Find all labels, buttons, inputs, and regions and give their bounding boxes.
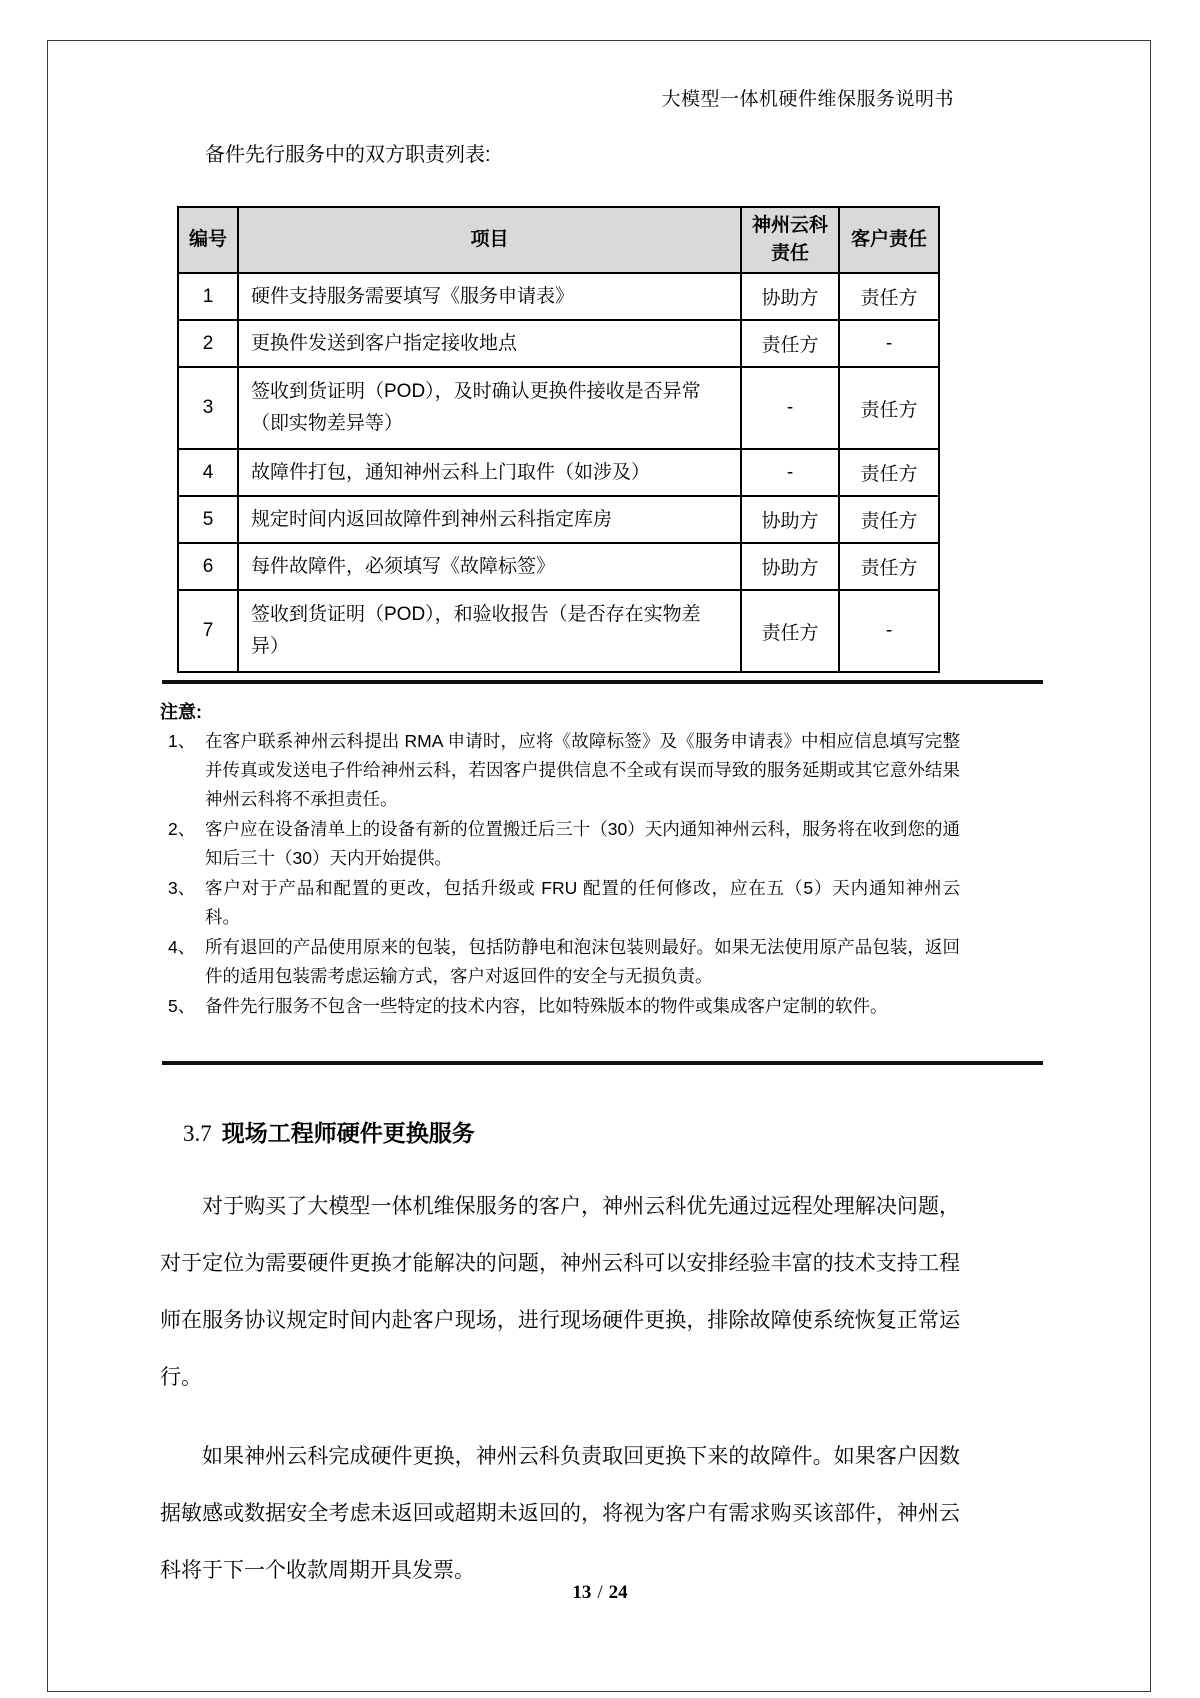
- cell-vendor: 协助方: [741, 496, 839, 543]
- section-number: 3.7: [183, 1121, 212, 1146]
- header-cell-vendor: [741, 207, 839, 273]
- cell-no: 3: [178, 367, 238, 449]
- cell-customer: -: [839, 590, 939, 672]
- note-item: [160, 992, 960, 1021]
- section-title: 现场工程师硬件更换服务: [221, 1120, 475, 1146]
- cell-customer: -: [839, 320, 939, 367]
- cell-item: 每件故障件，必须填写《故障标签》: [238, 543, 741, 590]
- cell-item: 硬件支持服务需要填写《服务申请表》: [238, 273, 741, 320]
- cell-no: 4: [178, 449, 238, 496]
- note-item: [160, 727, 960, 814]
- note-text: 所有退回的产品使用原来的包装，包括防静电和泡沫包装则最好。如果无法使用原产品包装，返回件的适用包装需考虑运输方式，客户对返回件的安全与无损负责。: [205, 937, 960, 986]
- cell-no: 2: [178, 320, 238, 367]
- note-number: 5、: [168, 996, 196, 1016]
- cell-no: 6: [178, 543, 238, 590]
- cell-vendor: 责任方: [741, 320, 839, 367]
- divider-below-notes: [162, 1061, 1043, 1065]
- note-number: 2、: [168, 819, 196, 839]
- cell-no: 1: [178, 273, 238, 320]
- responsibilities-table: [177, 206, 940, 673]
- cell-item: 签收到货证明（POD），及时确认更换件接收是否异常（即实物差异等）: [238, 367, 741, 449]
- page-number-total: 24: [608, 1582, 628, 1603]
- cell-no: 5: [178, 496, 238, 543]
- cell-item: 规定时间内返回故障件到神州云科指定库房: [238, 496, 741, 543]
- note-text: 客户对于产品和配置的更改，包括升级或 FRU 配置的任何修改，应在五（5）天内通知神州云科。: [205, 878, 960, 927]
- note-item: [160, 933, 960, 991]
- header-cell-vendor-line1: 神州云科: [751, 215, 828, 236]
- cell-item: 故障件打包，通知神州云科上门取件（如涉及）: [238, 449, 741, 496]
- divider-above-notes: [162, 680, 1043, 684]
- page-number-separator: /: [597, 1582, 603, 1603]
- cell-customer: 责任方: [839, 496, 939, 543]
- note-number: 1、: [168, 731, 196, 751]
- cell-no: 7: [178, 590, 238, 672]
- cell-customer: 责任方: [839, 543, 939, 590]
- cell-customer: 责任方: [839, 273, 939, 320]
- note-text: 在客户联系神州云科提出 RMA 申请时，应将《故障标签》及《服务申请表》中相应信息填写完整并传真或发送电子件给神州云科，若因客户提供信息不全或有误而导致的服务延期或其它意外结果神州云科将不承担责任。: [205, 731, 960, 809]
- table-header-row: [178, 207, 939, 273]
- table-row: [178, 320, 939, 367]
- header-cell-vendor-line2: 责任: [770, 243, 809, 264]
- cell-vendor: -: [741, 367, 839, 449]
- cell-vendor: 协助方: [741, 273, 839, 320]
- notes-list: [160, 727, 960, 1021]
- body-paragraph: 如果神州云科完成硬件更换，神州云科负责取回更换下来的故障件。如果客户因数据敏感或数据安全考虑未返回或超期未返回的，将视为客户有需求购买该部件，神州云科将于下一个收款周期开具发票。: [160, 1445, 960, 1582]
- body-paragraph: 对于购买了大模型一体机维保服务的客户，神州云科优先通过远程处理解决问题，对于定位为需要硬件更换才能解决的问题，神州云科可以安排经验丰富的技术支持工程师在服务协议规定时间内赴客户现场，进行现场硬件更换，排除故障使系统恢复正常运行。: [160, 1195, 960, 1389]
- table-row: [178, 543, 939, 590]
- table-row: [178, 367, 939, 449]
- note-text: 客户应在设备清单上的设备有新的位置搬迁后三十（30）天内通知神州云科，服务将在收到您的通知后三十（30）天内开始提供。: [205, 819, 960, 868]
- header-cell-item: 项目: [238, 207, 741, 273]
- note-number: 4、: [168, 937, 196, 957]
- table-row: [178, 496, 939, 543]
- note-text: 备件先行服务不包含一些特定的技术内容，比如特殊版本的物件或集成客户定制的软件。: [205, 996, 888, 1016]
- note-item: [160, 815, 960, 873]
- page-footer: [0, 1582, 1200, 1604]
- cell-vendor: -: [741, 449, 839, 496]
- table-row: [178, 449, 939, 496]
- page-content: [160, 142, 960, 1599]
- notes-label: 注意:: [160, 702, 202, 722]
- header-cell-customer: 客户责任: [839, 207, 939, 273]
- note-number: 3、: [168, 878, 196, 898]
- header-cell-no: 编号: [178, 207, 238, 273]
- cell-customer: 责任方: [839, 449, 939, 496]
- section-heading: [183, 1117, 960, 1150]
- cell-vendor: 责任方: [741, 590, 839, 672]
- intro-text: 备件先行服务中的双方职责列表:: [205, 144, 491, 166]
- doc-header-title: 大模型一体机硬件维保服务说明书: [661, 89, 954, 110]
- note-item: [160, 874, 960, 932]
- cell-customer: 责任方: [839, 367, 939, 449]
- cell-item: 签收到货证明（POD），和验收报告（是否存在实物差异）: [238, 590, 741, 672]
- table-row: [178, 273, 939, 320]
- table-row: [178, 590, 939, 672]
- cell-vendor: 协助方: [741, 543, 839, 590]
- page-number-current: 13: [572, 1582, 592, 1603]
- cell-item: 更换件发送到客户指定接收地点: [238, 320, 741, 367]
